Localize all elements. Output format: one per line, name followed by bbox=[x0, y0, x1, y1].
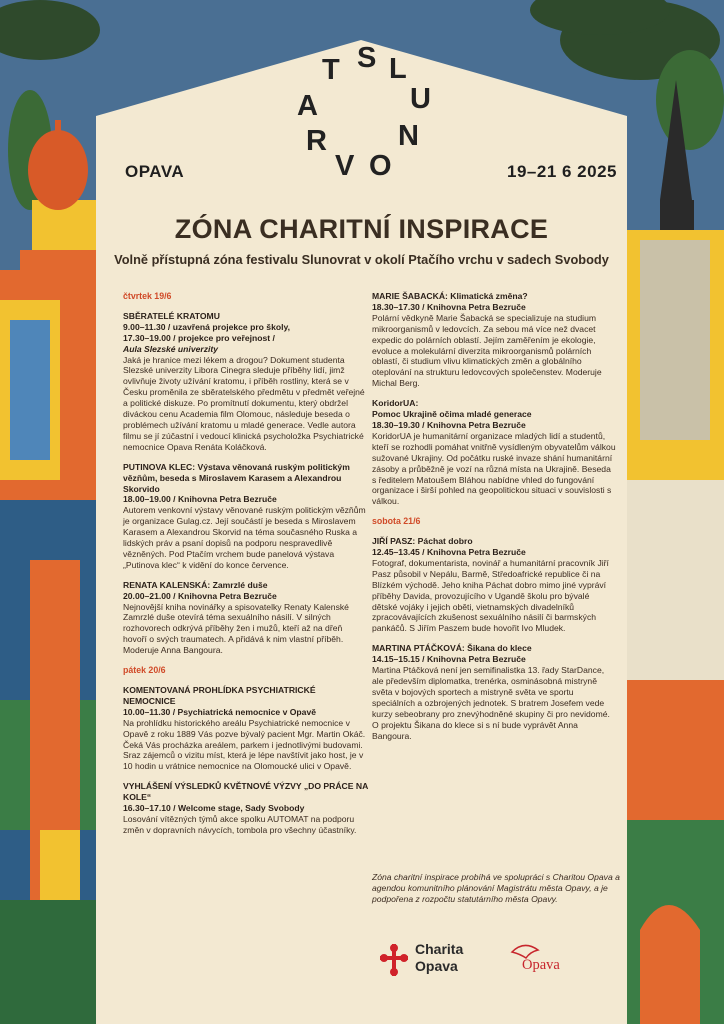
logo-letter: V bbox=[335, 150, 355, 182]
page-title: ZÓNA CHARITNÍ INSPIRACE bbox=[174, 214, 549, 244]
event-description: Jaká je hranice mezi lékem a drogou? Dokument studenta Slezské univerzity Libora Cinegra sleduje příběhy lidí, jimž ovlivňuje životy užívání kratomu, i příběh rostliny, která se v Česku proměnila ze sběratelského předmětu v předmět veřejné a politické diskuze. Po promítnutí dokumentu, který obdržel diváckou cenu Academia film Olomouc, následuje beseda o problémech užívání kratomu u mladé generace. Vedle autora filmu se jí zúčastní i vedoucí klinická psycholožka Psychiatrické nemocnice Opava Renáta Koláčková. bbox=[123, 354, 365, 452]
event-description: KoridorUA je humanitární organizace mladých lidí a studentů, kteří se rozhodli pomáhat vnitřně vysídleným obyvatelům válkou sužované Ukrajiny. Od počátku ruské invaze shání humanitární zásoby a průběžně je vozí na různá místa na Ukrajině. Beseda s ředitelem Matoušem Bláhou nabídne vhled do fungování organizace i širší pohled na geopolitickou situaci v souvislosti s válkou. bbox=[372, 430, 616, 507]
event-title: MARIE ŠABACKÁ: Klimatická změna? bbox=[372, 291, 528, 301]
event-time: 17.30–19.00 / projekce pro veřejnost / bbox=[123, 332, 275, 343]
opava-logo-text: Opava bbox=[522, 957, 560, 973]
charita-logo-text bbox=[415, 941, 463, 975]
event-time: 14.15–15.15 / Knihovna Petra Bezruče bbox=[372, 654, 526, 665]
event-time: 18.00–19.00 / Knihovna Petra Bezruče bbox=[123, 494, 277, 505]
event-item bbox=[372, 398, 617, 507]
event-time: 16.30–17.10 / Welcome stage, Sady Svobody bbox=[123, 803, 305, 814]
day-heading: čtvrtek 19/6 bbox=[123, 291, 172, 301]
event-venue: Aula Slezské univerzity bbox=[123, 343, 219, 354]
header-dates: 19–21 6 2025 bbox=[507, 162, 617, 181]
event-description: Martina Ptáčková není jen semifinalistka 13. řady StarDance, ale především diplomatka, trenérka, osminásobná mistryně světa v bojových sportech a mistryně světa ve sportu speciálních a ozbrojených jednotek. S bratrem Josefem vede kurzy sebeobrany pro znevýhodněné skupiny či pro nevidomé. O projektu Šikana do klece si s ní bude vyprávět Anna Bangoura. bbox=[372, 665, 610, 741]
event-item bbox=[123, 311, 368, 453]
event-item bbox=[123, 462, 368, 571]
event-title: RENATA KALENSKÁ: Zamrzlé duše bbox=[123, 579, 268, 590]
charita-line2: Opava bbox=[415, 958, 458, 974]
event-item bbox=[372, 291, 617, 389]
event-description: Na prohlídku historického areálu Psychiatrické nemocnice v Opavě z roku 1889 Vás pozve bývalý pacient Mgr. Martin Okáč. Čeká Vás procházka areálem, parkem i jednotlivými budovami. Sraz zájemců o vizitu míst, která je lépe navštívit jako host, je v 10 hodin u vrátnice nemocnice na Olomoucké ulici v Opavě. bbox=[123, 717, 366, 772]
event-time: 9.00–11.30 / uzavřená projekce pro školy, bbox=[123, 321, 291, 332]
event-description: Autorem venkovní výstavy věnované ruským politickým vězňům je organizace Gulag.cz. Její součástí je beseda s Miroslavem Karasem a Alexandrou Skorvid na téma současného Ruska a lidských práv a psaní dopisů na podporu nespravedlivě vězněných. Pod Ptačím vrchem bude panelová výstava „Putinova klec“ k vidění do konce července. bbox=[123, 505, 366, 570]
event-description: Losování vítězných týmů akce spolku AUTOMAT na podporu změn v dopravních návycích, tombola pro všechny účastníky. bbox=[123, 813, 357, 835]
event-description: Fotograf, dokumentarista, novinář a humanitární pracovník Jiří Pasz působil v Nepálu, Barmě, Středoafrické republice či na Blízkém východě. Jeho kniha Páchat dobro mimo jiné vypráví příběhy Davida, provozujícího v Ugandě školu pro bývalé dětské vojáky i jejich oběti, vietnamských divadelníků zpracovávajících zkušenost sexuálního násilí či barmských pankáčů. S Jiřím Paszem bude hovořit Ivo Mludek. bbox=[372, 557, 609, 634]
logo-letter: T bbox=[322, 54, 340, 86]
event-title: KOMENTOVANÁ PROHLÍDKA PSYCHIATRICKÉ NEMOCNICE bbox=[123, 685, 316, 706]
charita-line1: Charita bbox=[415, 941, 464, 957]
logo-letter: U bbox=[410, 83, 431, 115]
logo-letter: L bbox=[389, 53, 407, 85]
logo-letter: S bbox=[357, 42, 377, 74]
program-left-column bbox=[123, 291, 368, 845]
event-item bbox=[372, 536, 617, 634]
event-title: SBĚRATELÉ KRATOMU bbox=[123, 310, 220, 321]
event-time: 18.30–17.30 / Knihovna Petra Bezruče bbox=[372, 301, 526, 312]
event-title: PUTINOVA KLEC: Výstava věnovaná ruským politickým vězňům, beseda s Miroslavem Karasem a Alexandrou Skorvido bbox=[123, 461, 350, 494]
event-title: KoridorUA: bbox=[372, 398, 419, 409]
event-title: JIŘÍ PASZ: Páchat dobro bbox=[372, 536, 473, 547]
logo-letter: N bbox=[398, 120, 419, 152]
event-item bbox=[123, 685, 368, 772]
partnership-note: Zóna charitní inspirace probíhá ve spolupráci s Charitou Opava a agendou komunitního plánování Magistrátu města Opavy, a je podpořena z rozpočtu statutárního města Opavy. bbox=[372, 872, 620, 904]
event-time: 18.30–19.30 / Knihovna Petra Bezruče bbox=[372, 419, 526, 430]
event-time: 12.45–13.45 / Knihovna Petra Bezruče bbox=[372, 547, 526, 558]
event-description: Nejnovější kniha novinářky a spisovatelky Renaty Kalenské Zamrzlé duše otevírá téma sexuálního násilí. V silných rozhovorech odkrývá příběhy žen i mužů, kteří až na dřeň hovoří o svých traumatech. A přidává k nim vlastní příběh. Moderuje Anna Bangoura. bbox=[123, 601, 349, 656]
logo-letter: R bbox=[306, 125, 327, 157]
program-right-column bbox=[372, 291, 617, 750]
page-subtitle: Volně přístupná zóna festivalu Slunovrat v okolí Ptačího vrchu v sadech Svobody bbox=[114, 252, 609, 267]
event-item bbox=[123, 781, 368, 836]
event-title: MARTINA PTÁČKOVÁ: Šikana do klece bbox=[372, 643, 532, 654]
header-city: OPAVA bbox=[125, 162, 185, 181]
event-description: Polární vědkyně Marie Šabacká se specializuje na studium mikroorganismů v ledovcích. Za sebou má více než dvacet expedic do polárních oblastí. Jejím zaměřením je ekologie, evoluce a molekulární diverzita mikroorganismů polárních oblastí, či studium vlivu klimatických změn a globálního oteplování na strukturu ledovcových společenstev. Moderuje Michal Berg. bbox=[372, 312, 602, 389]
logo-letter: A bbox=[297, 90, 318, 122]
event-item bbox=[372, 643, 617, 741]
logo-letter: O bbox=[369, 150, 392, 182]
event-time: 10.00–11.30 / Psychiatrická nemocnice v Opavě bbox=[123, 706, 317, 717]
event-title: VYHLÁŠENÍ VÝSLEDKŮ KVĚTNOVÉ VÝZVY „DO PRÁCE NA KOLE“ bbox=[123, 781, 368, 803]
event-subtitle: Pomoc Ukrajině očima mladé generace bbox=[372, 409, 532, 420]
event-time: 20.00–21.00 / Knihovna Petra Bezruče bbox=[123, 590, 277, 601]
day-heading: pátek 20/6 bbox=[123, 665, 166, 676]
event-item bbox=[123, 580, 368, 656]
day-heading: sobota 21/6 bbox=[372, 516, 421, 527]
